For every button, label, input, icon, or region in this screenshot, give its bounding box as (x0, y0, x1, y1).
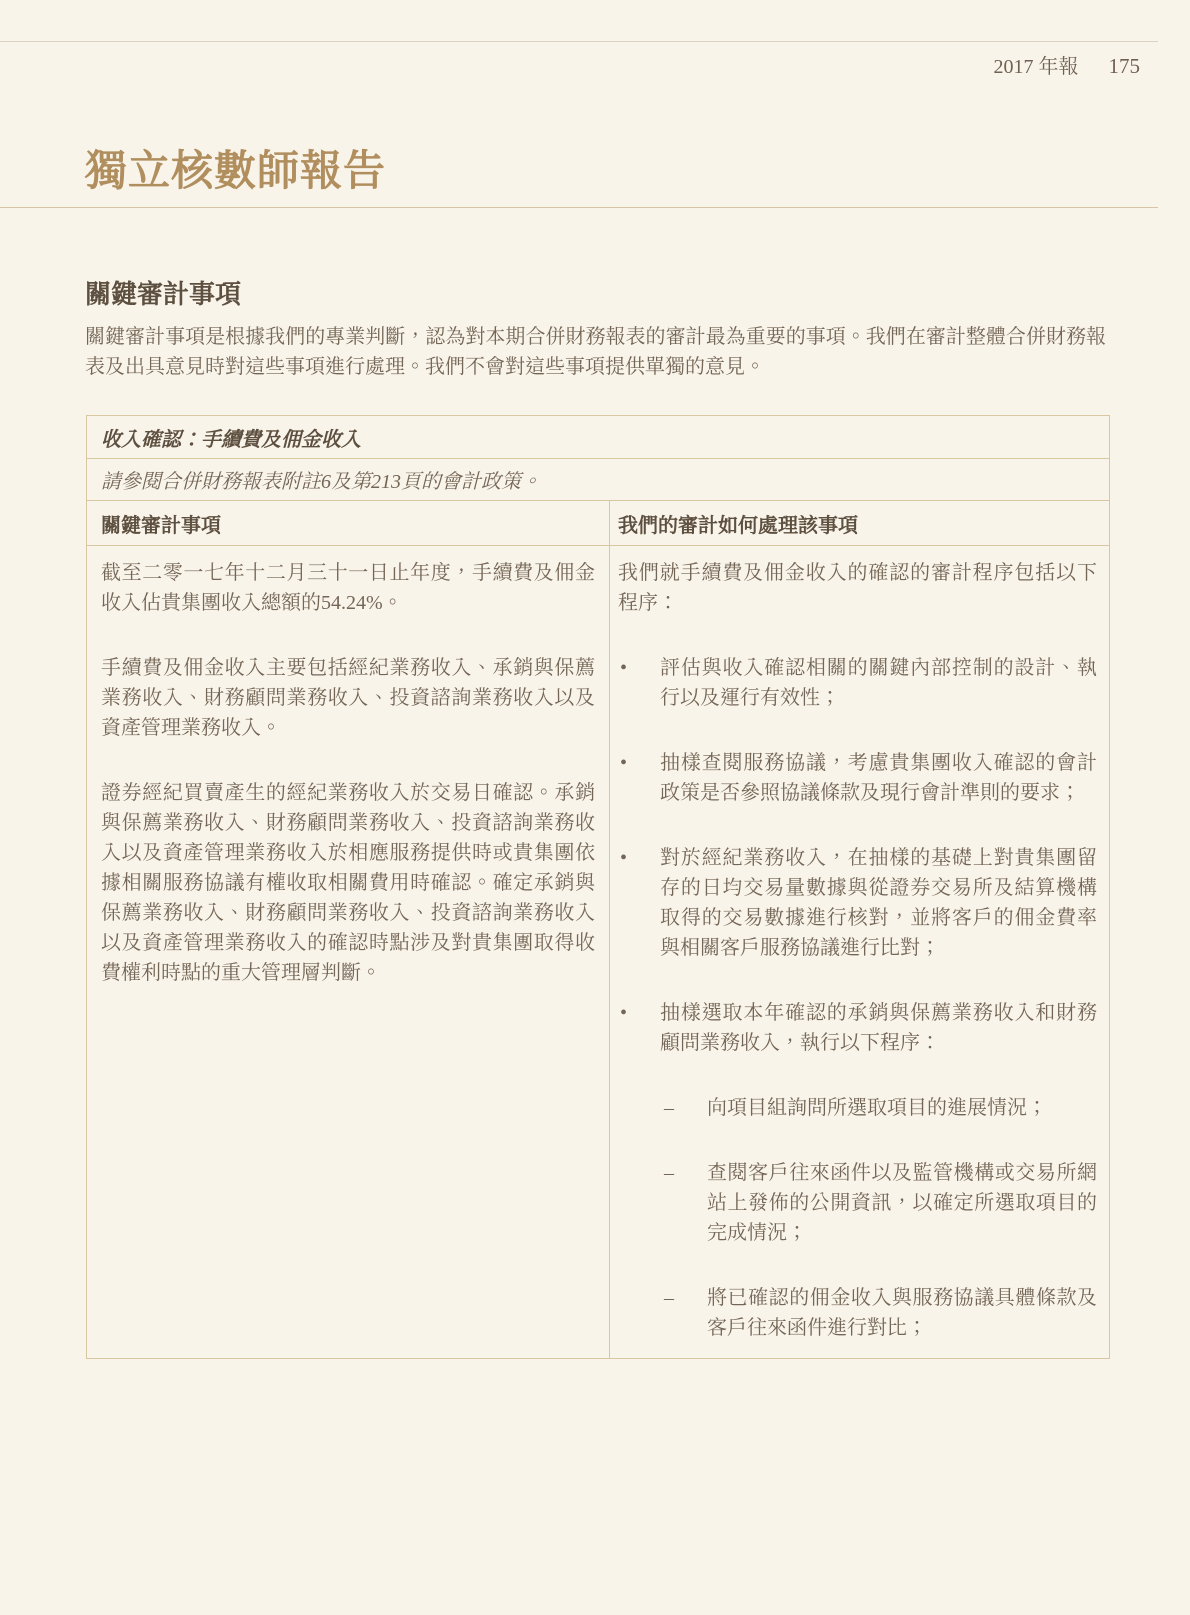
audit-response-cell (610, 546, 1109, 1358)
bullet-item (618, 843, 1097, 963)
page-header (994, 50, 1141, 79)
report-year-label: 2017 年報 (993, 56, 1079, 78)
section-intro-paragraph: 關鍵審計事項是根據我們的專業判斷，認為對本期合併財務報表的審計最為重要的事項。我們在審計整體合併財務報表及出具意見時對這些事項進行處理。我們不會對這些事項提供單獨的意見。 (85, 326, 1106, 378)
top-divider-rule (0, 41, 1158, 42)
bullet-item (618, 748, 1097, 808)
key-audit-matter-cell (87, 546, 610, 1358)
reference-note-row (87, 459, 1109, 501)
column-header-right: 我們的審計如何處理該事項 (618, 514, 858, 537)
sub-bullet-item (660, 1158, 1097, 1248)
sub-bullet-text: 查閱客戶往來函件以及監管機構或交易所網站上發佈的公開資訊，以確定所選取項目的完成情況； (707, 1162, 1097, 1244)
reference-note: 請參閱合併財務報表附註6及第213頁的會計政策。 (101, 471, 541, 493)
bullet-text: 抽樣查閱服務協議，考慮貴集團收入確認的會計政策是否參照協議條款及現行會計準則的要求； (660, 752, 1097, 804)
key-audit-matters-table (86, 415, 1110, 1359)
kam-paragraph: 手續費及佣金收入主要包括經紀業務收入、承銷與保薦業務收入、財務顧問業務收入、投資諮詢業務收入以及資產管理業務收入。 (101, 657, 595, 739)
dash-icon: – (664, 1162, 674, 1184)
sub-bullet-text: 向項目組詢問所選取項目的進展情況； (707, 1097, 1047, 1119)
bullet-icon: • (620, 1002, 628, 1024)
column-header-left: 關鍵審計事項 (87, 501, 610, 545)
title-divider-rule (0, 207, 1158, 208)
bullet-text: 對於經紀業務收入，在抽樣的基礎上對貴集團留存的日均交易量數據與從證券交易所及結算機構取得的交易數據進行核對，並將客戶的佣金費率與相關客戶服務協議進行比對； (660, 847, 1097, 959)
sub-bullet-item (660, 1283, 1097, 1343)
document-title: 獨立核數師報告 (85, 149, 387, 195)
bullet-item (618, 653, 1097, 713)
sub-procedures-list (660, 1093, 1097, 1343)
matter-title-row (87, 416, 1109, 459)
bullet-icon: • (620, 752, 628, 774)
kam-paragraph: 截至二零一七年十二月三十一日止年度，手續費及佣金收入佔貴集團收入總額的54.24%。 (101, 562, 595, 614)
bullet-icon: • (620, 657, 628, 679)
bullet-icon: • (620, 847, 628, 869)
audit-response-intro: 我們就手續費及佣金收入的確認的審計程序包括以下程序： (618, 562, 1097, 614)
sub-bullet-item (660, 1093, 1097, 1123)
audit-procedures-list (618, 653, 1097, 1343)
table-header-row (87, 501, 1109, 546)
bullet-text: 評估與收入確認相關的關鍵內部控制的設計、執行以及運行有效性； (660, 657, 1097, 709)
sub-bullet-text: 將已確認的佣金收入與服務協議具體條款及客戶往來函件進行對比； (707, 1287, 1097, 1339)
dash-icon: – (664, 1287, 674, 1309)
section-heading: 關鍵審計事項 (85, 280, 242, 309)
bullet-text: 抽樣選取本年確認的承銷與保薦業務收入和財務顧問業務收入，執行以下程序： (660, 1002, 1097, 1054)
table-body-row (87, 546, 1109, 1358)
dash-icon: – (664, 1097, 674, 1119)
kam-paragraph: 證券經紀買賣產生的經紀業務收入於交易日確認。承銷與保薦業務收入、財務顧問業務收入、投資諮詢業務收入以及資產管理業務收入於相應服務提供時或貴集團依據相關服務協議有權收取相關費用時確認。確定承銷與保薦業務收入、財務顧問業務收入、投資諮詢業務收入以及資產管理業務收入的確認時點涉及對貴集團取得收費權利時點的重大管理層判斷。 (101, 782, 595, 984)
page-number: 175 (1108, 54, 1140, 78)
bullet-item (618, 998, 1097, 1343)
matter-title: 收入確認：手續費及佣金收入 (101, 428, 361, 451)
